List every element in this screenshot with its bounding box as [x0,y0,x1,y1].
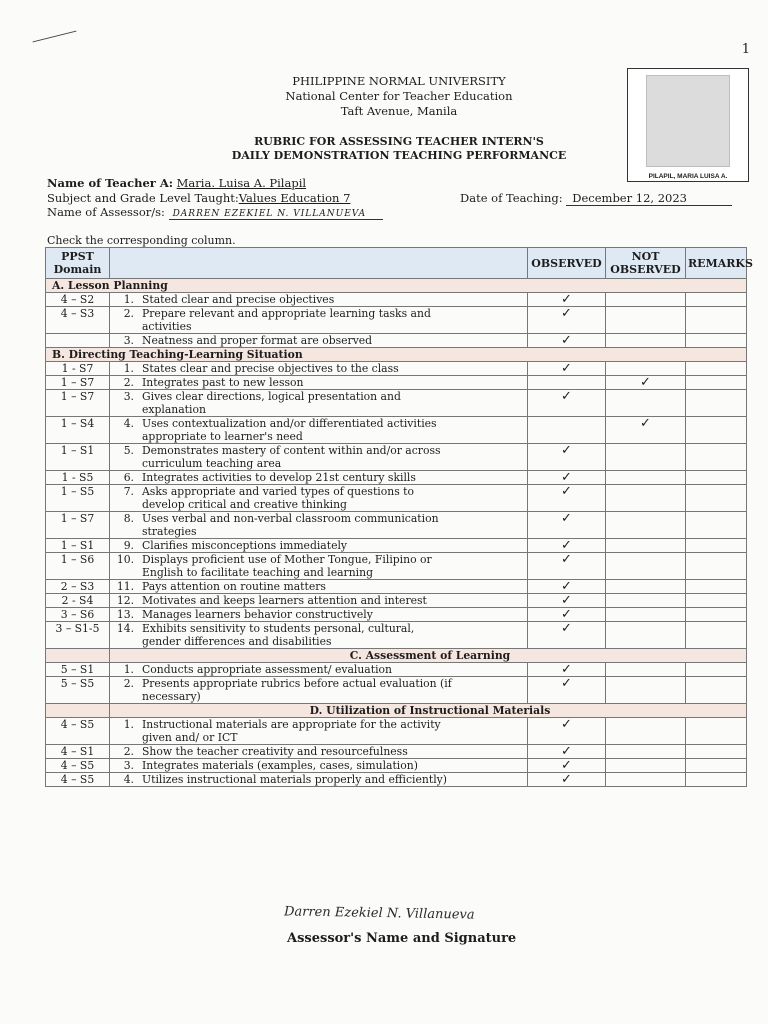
observed-cell[interactable] [528,417,606,444]
section-spacer [46,649,110,663]
subject-value: Values Education 7 [238,191,351,205]
not-observed-cell[interactable] [606,512,686,539]
check-mark: ✓ [561,361,572,376]
observed-cell[interactable] [528,390,606,417]
not-observed-cell[interactable] [606,334,686,348]
check-mark: ✓ [561,593,572,608]
check-mark: ✓ [561,621,572,636]
domain-code: 3 – S6 [46,608,110,622]
observed-cell[interactable] [528,608,606,622]
signature-label: Assessor's Name and Signature [287,931,517,946]
domain-code: 4 – S2 [46,293,110,307]
table-row [46,553,747,580]
observed-cell[interactable] [528,485,606,512]
indicator-cell [110,677,528,704]
teacher-name: Maria. Luisa A. Pilapil [176,176,307,190]
table-row [46,417,747,444]
domain-code: 5 – S1 [46,663,110,677]
domain-code: 4 – S5 [46,759,110,773]
check-mark: ✓ [561,607,572,622]
indicator-number: 9. [123,539,134,552]
teacher-label: Name of Teacher A: [47,176,173,190]
domain-code: 1 – S1 [46,539,110,553]
title-line-1: RUBRIC FOR ASSESSING TEACHER INTERN'S [254,135,544,148]
remarks-cell[interactable] [686,594,747,608]
check-mark: ✓ [640,416,651,431]
header-indicator [110,248,528,279]
remarks-cell[interactable] [686,334,747,348]
indicator-cell [110,307,528,334]
table-row [46,759,747,773]
domain-code: 4 – S1 [46,745,110,759]
indicator-text: Conducts appropriate assessment/ evaluation [142,663,392,676]
indicator-number: 10. [116,553,134,566]
domain-code: 1 – S6 [46,553,110,580]
remarks-cell[interactable] [686,307,747,334]
domain-code: 1 - S7 [46,362,110,376]
observed-cell[interactable] [528,362,606,376]
indicator-text: Manages learners behavior constructively [142,608,373,621]
not-observed-cell[interactable] [606,594,686,608]
date-row [460,191,732,206]
section-row [46,348,747,362]
check-mark: ✓ [561,306,572,321]
section-row [46,704,747,718]
indicator-number: 1. [123,293,134,306]
indicator-text: Neatness and proper format are observed [142,334,373,347]
section-title: A. Lesson Planning [46,279,747,293]
indicator-cell [110,594,528,608]
indicator-text: Uses contextualization and/or differentiated activities appropriate to learner's need [142,417,437,443]
not-observed-cell[interactable] [606,307,686,334]
date-label: Date of Teaching: [460,191,563,205]
indicator-cell [110,334,528,348]
indicator-number: 2. [123,307,134,320]
indicator-text: Uses verbal and non-verbal classroom communication strategies [142,512,439,538]
check-mark: ✓ [561,292,572,307]
domain-code: 3 – S1-5 [46,622,110,649]
check-mark: ✓ [561,579,572,594]
table-row [46,718,747,745]
assessor-label: Name of Assessor/s: [47,205,165,219]
table-row [46,608,747,622]
remarks-cell[interactable] [686,293,747,307]
photo-placeholder [646,75,730,167]
indicator-cell [110,376,528,390]
domain-code: 2 - S4 [46,594,110,608]
indicator-text: Prepare relevant and appropriate learning tasks and activities [142,307,431,333]
remarks-cell[interactable] [686,580,747,594]
indicator-number: 13. [116,608,134,621]
assessor-value: DARREN EZEKIEL N. VILLANUEVA [169,209,383,220]
remarks-cell[interactable] [686,471,747,485]
domain-code: 1 – S5 [46,485,110,512]
date-value: December 12, 2023 [566,191,732,206]
not-observed-cell[interactable] [606,362,686,376]
domain-code: 2 – S3 [46,580,110,594]
indicator-cell [110,663,528,677]
assessor-row [47,205,383,220]
header-domain: PPST Domain [46,248,110,279]
domain-code: 1 – S7 [46,376,110,390]
remarks-cell[interactable] [686,539,747,553]
check-mark: ✓ [561,443,572,458]
table-row [46,362,747,376]
indicator-text: Demonstrates mastery of content within and/or across curriculum teaching area [142,444,441,470]
indicator-number: 4. [123,417,134,430]
remarks-cell[interactable] [686,663,747,677]
table-row [46,580,747,594]
check-mark: ✓ [561,758,572,773]
domain-code: 4 – S3 [46,307,110,334]
domain-code: 1 – S7 [46,512,110,539]
remarks-cell[interactable] [686,485,747,512]
remarks-cell[interactable] [686,417,747,444]
remarks-cell[interactable] [686,677,747,704]
indicator-cell [110,608,528,622]
indicator-text: Integrates activities to develop 21st century skills [142,471,416,484]
indicator-cell [110,444,528,471]
section-title: C. Assessment of Learning [110,649,747,663]
observed-cell[interactable] [528,444,606,471]
indicator-number: 4. [123,773,134,786]
table-row [46,471,747,485]
indicator-cell [110,417,528,444]
observed-cell[interactable] [528,293,606,307]
table-row [46,663,747,677]
remarks-cell[interactable] [686,622,747,649]
table-row [46,390,747,417]
indicator-number: 12. [116,594,134,607]
observed-cell[interactable] [528,677,606,704]
observed-cell[interactable] [528,553,606,580]
not-observed-cell[interactable] [606,471,686,485]
remarks-cell[interactable] [686,745,747,759]
observed-cell[interactable] [528,580,606,594]
check-mark: ✓ [561,552,572,567]
table-row [46,376,747,390]
remarks-cell[interactable] [686,759,747,773]
domain-code: 1 – S4 [46,417,110,444]
indicator-number: 2. [123,376,134,389]
check-mark: ✓ [561,717,572,732]
observed-cell[interactable] [528,773,606,787]
indicator-text: Asks appropriate and varied types of questions to develop critical and creative thinking [142,485,415,511]
indicator-text: Show the teacher creativity and resourcefulness [142,745,408,758]
section-row [46,279,747,293]
teacher-name-row [47,176,306,190]
domain-code: 1 – S1 [46,444,110,471]
instruction-text: Check the corresponding column. [47,234,236,247]
university-name: PHILIPPINE NORMAL UNIVERSITY [292,74,506,88]
remarks-cell[interactable] [686,444,747,471]
photo-caption: PILAPIL, MARIA LUISA A. [648,173,728,180]
observed-cell[interactable] [528,471,606,485]
indicator-cell [110,553,528,580]
domain-code: 1 - S5 [46,471,110,485]
indicator-number: 1. [123,663,134,676]
indicator-cell [110,745,528,759]
check-mark: ✓ [561,744,572,759]
indicator-text: States clear and precise objectives to the class [142,362,399,375]
not-observed-cell[interactable] [606,608,686,622]
not-observed-cell[interactable] [606,759,686,773]
table-row [46,622,747,649]
indicator-cell [110,390,528,417]
check-mark: ✓ [561,333,572,348]
indicator-number: 3. [123,759,134,772]
observed-cell[interactable] [528,663,606,677]
table-row [46,745,747,759]
indicator-number: 14. [116,622,134,635]
header-not-observed: NOT OBSERVED [606,248,686,279]
indicator-number: 2. [123,677,134,690]
id-photo [627,68,749,182]
table-row [46,539,747,553]
indicator-number: 3. [123,334,134,347]
indicator-number: 3. [123,390,134,403]
not-observed-cell[interactable] [606,663,686,677]
indicator-number: 1. [123,718,134,731]
table-row [46,677,747,704]
remarks-cell[interactable] [686,362,747,376]
not-observed-cell[interactable] [606,553,686,580]
subject-label: Subject and Grade Level Taught: [47,191,239,205]
table-row [46,594,747,608]
handwritten-signature: Darren Ezekiel N. Villanueva [283,904,475,923]
domain-code: 5 – S5 [46,677,110,704]
not-observed-cell[interactable] [606,390,686,417]
observed-cell[interactable] [528,622,606,649]
not-observed-cell[interactable] [606,718,686,745]
indicator-text: Stated clear and precise objectives [142,293,335,306]
table-row [46,512,747,539]
not-observed-cell[interactable] [606,580,686,594]
domain-code: 4 – S5 [46,773,110,787]
remarks-cell[interactable] [686,553,747,580]
observed-cell[interactable] [528,334,606,348]
indicator-text: Clarifies misconceptions immediately [142,539,348,552]
center-name: National Center for Teacher Education [285,89,513,103]
indicator-cell [110,718,528,745]
header-remarks: REMARKS [686,248,747,279]
not-observed-cell[interactable] [606,677,686,704]
not-observed-cell[interactable] [606,485,686,512]
check-mark: ✓ [561,772,572,787]
domain-code: 4 – S5 [46,718,110,745]
observed-cell[interactable] [528,512,606,539]
table-row [46,307,747,334]
not-observed-cell[interactable] [606,539,686,553]
not-observed-cell[interactable] [606,745,686,759]
indicator-text: Motivates and keeps learners attention and interest [142,594,427,607]
table-header-row [46,248,747,279]
table-row [46,293,747,307]
observed-cell[interactable] [528,539,606,553]
remarks-cell[interactable] [686,718,747,745]
check-mark: ✓ [561,538,572,553]
indicator-cell [110,580,528,594]
page-number: 1 [741,42,750,57]
indicator-text: Integrates materials (examples, cases, simulation) [142,759,418,772]
indicator-number: 2. [123,745,134,758]
header-observed: OBSERVED [528,248,606,279]
university-address: Taft Avenue, Manila [340,104,458,118]
indicator-number: 5. [123,444,134,457]
pen-stroke [33,31,77,43]
domain-code [46,334,110,348]
remarks-cell[interactable] [686,773,747,787]
table-row [46,444,747,471]
rubric-body [46,279,747,787]
indicator-text: Gives clear directions, logical presentation and explanation [142,390,401,416]
table-row [46,773,747,787]
domain-code: 1 – S7 [46,390,110,417]
indicator-text: Integrates past to new lesson [142,376,304,389]
section-title: B. Directing Teaching-Learning Situation [46,348,747,362]
observed-cell[interactable] [528,307,606,334]
indicator-cell [110,362,528,376]
section-row [46,649,747,663]
indicator-number: 8. [123,512,134,525]
indicator-text: Utilizes instructional materials properly and efficiently) [142,773,447,786]
observed-cell[interactable] [528,759,606,773]
not-observed-cell[interactable] [606,417,686,444]
remarks-cell[interactable] [686,376,747,390]
remarks-cell[interactable] [686,512,747,539]
indicator-cell [110,759,528,773]
indicator-text: Displays proficient use of Mother Tongue, Filipino or English to facilitate teaching and learning [142,553,432,579]
indicator-number: 11. [116,580,134,593]
observed-cell[interactable] [528,594,606,608]
section-title: D. Utilization of Instructional Materials [110,704,747,718]
indicator-cell [110,471,528,485]
indicator-number: 7. [123,485,134,498]
indicator-cell [110,773,528,787]
rubric-table [45,247,753,787]
check-mark: ✓ [561,389,572,404]
check-mark: ✓ [561,676,572,691]
indicator-cell [110,622,528,649]
indicator-text: Instructional materials are appropriate for the activity given and/ or ICT [142,718,441,744]
indicator-text: Presents appropriate rubrics before actual evaluation (if necessary) [142,677,452,703]
observed-cell[interactable] [528,745,606,759]
subject-row [47,191,350,205]
check-mark: ✓ [561,511,572,526]
table-row [46,485,747,512]
table-row [46,334,747,348]
observed-cell[interactable] [528,376,606,390]
indicator-number: 6. [123,471,134,484]
check-mark: ✓ [561,662,572,677]
not-observed-cell[interactable] [606,444,686,471]
check-mark: ✓ [561,484,572,499]
indicator-text: Exhibits sensitivity to students personal, cultural, gender differences and disabilities [142,622,415,648]
check-mark: ✓ [640,375,651,390]
indicator-text: Pays attention on routine matters [142,580,326,593]
indicator-cell [110,485,528,512]
indicator-cell [110,293,528,307]
not-observed-cell[interactable] [606,773,686,787]
check-mark: ✓ [561,470,572,485]
remarks-cell[interactable] [686,608,747,622]
indicator-cell [110,512,528,539]
section-spacer [46,704,110,718]
remarks-cell[interactable] [686,390,747,417]
not-observed-cell[interactable] [606,293,686,307]
not-observed-cell[interactable] [606,376,686,390]
indicator-number: 1. [123,362,134,375]
indicator-cell [110,539,528,553]
observed-cell[interactable] [528,718,606,745]
title-line-2: DAILY DEMONSTRATION TEACHING PERFORMANCE [231,149,567,162]
not-observed-cell[interactable] [606,622,686,649]
